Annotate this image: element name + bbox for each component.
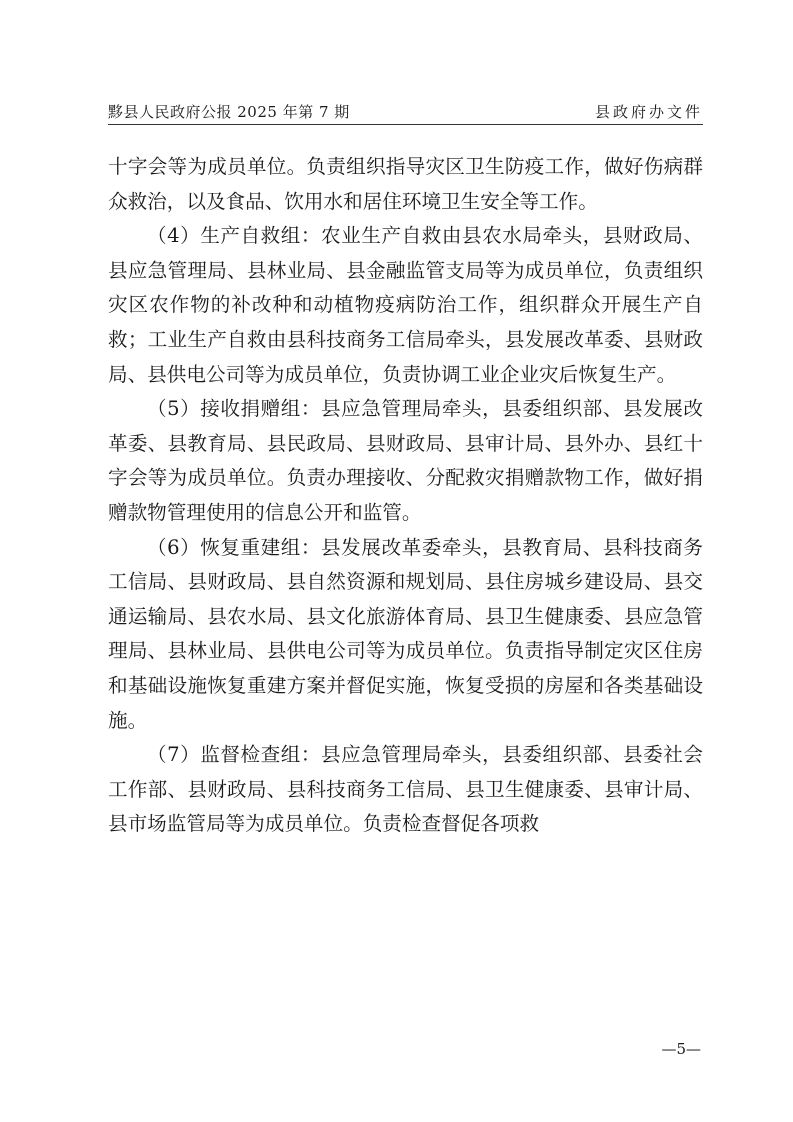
paragraph-production-self-help: （4）生产自救组：农业生产自救由县农水局牵头，县财政局、县应急管理局、县林业局、县金融监管支局等为成员单位，负责组织灾区农作物的补改种和动植物疫病防治工作，组织群众开展生产自救；工业生产自救由县科技商务工信局牵头，县发展改革委、县财政局、县供电公司等为成员单位，负责协调工业企业灾后恢复生产。 xyxy=(108,224,703,386)
page-header xyxy=(108,94,703,122)
paragraph-donation-receipt: （5）接收捐赠组：县应急管理局牵头，县委组织部、县发展改革委、县教育局、县民政局、县财政局、县审计局、县外办、县红十字会等为成员单位。负责办理接收、分配救灾捐赠款物工作，做好捐赠款物管理使用的信息公开和监管。 xyxy=(108,397,703,524)
gazette-title: 黟县人民政府公报 2025 年第 7 期 xyxy=(108,103,350,121)
page-number: —5— xyxy=(661,1040,701,1058)
document-body xyxy=(108,150,703,842)
paragraph-supervision-inspection: （7）监督检查组：县应急管理局牵头，县委组织部、县委社会工作部、县财政局、县科技商务工信局、县卫生健康委、县审计局、县市场监管局等为成员单位。负责检查督促各项救 xyxy=(108,743,703,836)
header-divider xyxy=(108,124,703,125)
paragraph-continuation: 十字会等为成员单位。负责组织指导灾区卫生防疫工作，做好伤病群众救治，以及食品、饮用水和居住环境卫生安全等工作。 xyxy=(108,155,703,213)
paragraph-recovery-reconstruction: （6）恢复重建组：县发展改革委牵头，县教育局、县科技商务工信局、县财政局、县自然资源和规划局、县住房城乡建设局、县交通运输局、县农水局、县文化旅游体育局、县卫生健康委、县应急管理局、县林业局、县供电公司等为成员单位。负责指导制定灾区住房和基础设施恢复重建方案并督促实施，恢复受损的房屋和各类基础设施。 xyxy=(108,535,703,732)
section-title: 县政府办文件 xyxy=(594,103,703,121)
